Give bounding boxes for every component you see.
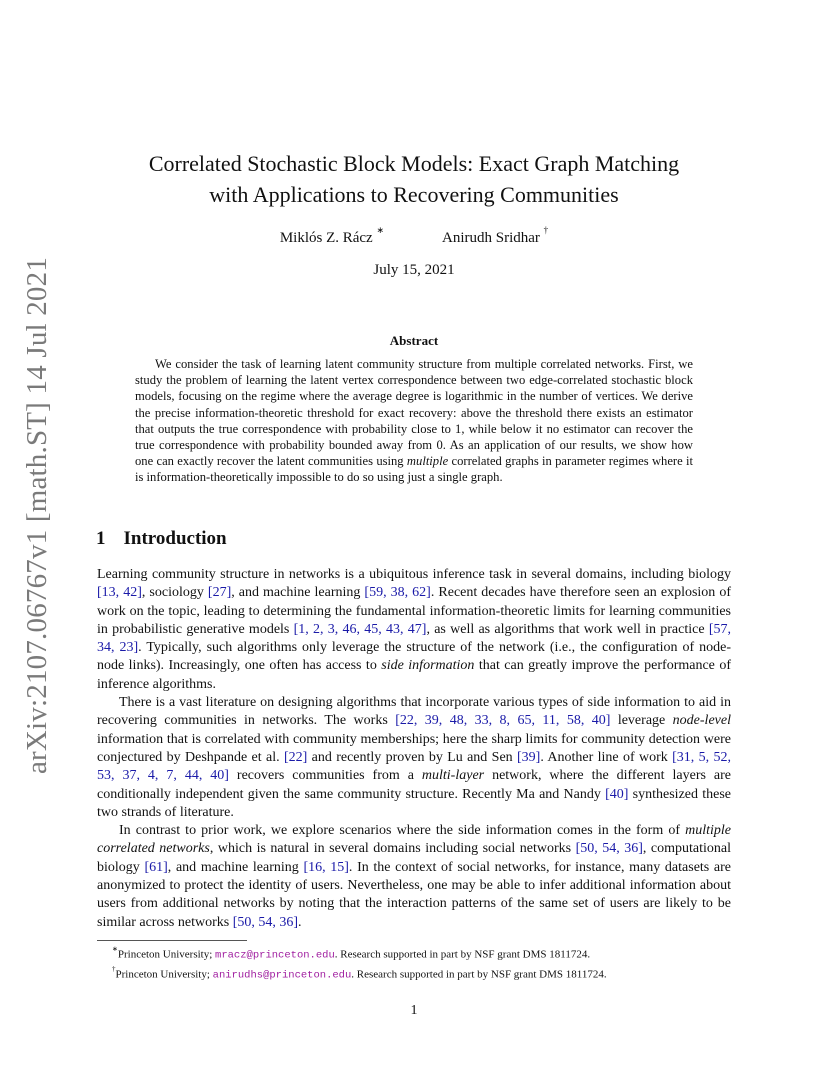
footnote-2 xyxy=(112,964,732,984)
author-1 xyxy=(279,225,385,247)
text-run: . Recent decades have therefore seen an explosion of work on the topic, leading to determining the fundamental information-theoretic limits for learning communities in probabilistic generative models xyxy=(97,585,732,637)
text-run: In contrast to prior work, we explore scenarios where the side information comes in the form of xyxy=(119,823,686,839)
footnote-1 xyxy=(112,944,732,964)
abstract-heading: Abstract xyxy=(389,333,439,348)
arxiv-stamp-text: arXiv:2107.06767v1 [math.ST] 14 Jul 2021 xyxy=(21,256,54,774)
author-list xyxy=(96,225,732,247)
citation-link[interactable]: [50, 54, 36] xyxy=(232,914,299,930)
author-2-mark: † xyxy=(543,225,549,235)
author-2-name: Anirudh Sridhar xyxy=(442,230,540,246)
footnote-1-affiliation: Princeton University; xyxy=(117,948,216,961)
emphasized-text: node-level xyxy=(672,713,731,729)
citation-link[interactable]: [1, 2, 3, 46, 45, 43, 47] xyxy=(293,621,427,637)
section-number: 1 xyxy=(96,528,106,549)
footnote-1-funding: . Research supported in part by NSF grant DMS 1811724. xyxy=(334,948,591,961)
text-run: , which is natural in several domains including social networks xyxy=(209,841,576,857)
citation-link[interactable]: [59, 38, 62] xyxy=(364,585,431,601)
text-run: , and machine learning xyxy=(167,859,304,875)
footnote-1-email-link[interactable]: mracz@princeton.edu xyxy=(215,949,335,962)
footnote-2-mark: † xyxy=(112,964,116,973)
author-1-mark: ∗ xyxy=(376,225,385,235)
emphasized-text: side information xyxy=(381,658,475,674)
paragraph xyxy=(97,694,731,822)
footnotes xyxy=(112,944,732,983)
text-run: Learning community structure in networks is a ubiquitous inference task in several domains, including biology xyxy=(97,567,731,582)
introduction-body xyxy=(97,566,731,932)
section-title: Introduction xyxy=(123,528,227,549)
text-run: , computational biology xyxy=(97,841,732,875)
text-run: that can greatly improve the performance of inference algorithms. xyxy=(97,658,731,692)
citation-link[interactable]: [31, 5, 52, 53, 37, 4, 7, 44, 40] xyxy=(97,749,731,784)
arxiv-stamp xyxy=(18,256,58,774)
text-run: recovers communities from a xyxy=(228,768,422,784)
text-run: and recently proven by Lu and Sen xyxy=(307,749,518,765)
author-1-name: Miklós Z. Rácz xyxy=(279,230,373,246)
title-line-1: Correlated Stochastic Block Models: Exact Graph Matching xyxy=(148,151,680,176)
text-run: , as well as algorithms that work well in practice xyxy=(426,621,709,637)
citation-link[interactable]: [39] xyxy=(517,749,541,765)
paper-date: July 15, 2021 xyxy=(373,262,455,278)
paragraph xyxy=(97,822,731,932)
citation-link[interactable]: [22] xyxy=(283,749,308,765)
text-run: There is a vast literature on designing algorithms that incorporate various types of side information to aid in recovering communities in networks. The works xyxy=(97,695,731,729)
abstract-emphasis: multiple xyxy=(406,454,449,469)
citation-link[interactable]: [57, 34, 23] xyxy=(97,621,731,656)
citation-link[interactable]: [22, 39, 48, 33, 8, 65, 11, 58, 40] xyxy=(395,713,611,729)
footnote-2-funding: . Research supported in part by NSF grant DMS 1811724. xyxy=(351,968,607,981)
abstract-text xyxy=(135,356,693,486)
abstract-text-end: correlated graphs in parameter regimes where it is information-theoretically impossible to do so using just a single graph. xyxy=(135,454,694,485)
title-line-2: with Applications to Recovering Communities xyxy=(209,182,619,207)
citation-link[interactable]: [13, 42] xyxy=(97,585,142,601)
text-run: . In the context of social networks, for instance, many datasets are anonymized to protect the identity of users. Nevertheless, one may be able to infer additional information about users from additional networks by noting that the interaction patterns of the same set of users are likely to be similar across networks xyxy=(97,859,731,930)
citation-link[interactable]: [27] xyxy=(207,585,232,601)
section-heading xyxy=(96,528,227,550)
emphasized-text: multiple correlated networks xyxy=(97,823,731,857)
footnote-2-email-link[interactable]: anirudhs@princeton.edu xyxy=(212,969,352,982)
text-run: , sociology xyxy=(141,585,208,601)
emphasized-text: multi-layer xyxy=(421,768,485,784)
footnote-2-affiliation: Princeton University; xyxy=(115,968,213,981)
citation-link[interactable]: [61] xyxy=(144,859,168,875)
citation-link[interactable]: [50, 54, 36] xyxy=(575,841,643,857)
paragraph xyxy=(97,566,731,694)
page-number: 1 xyxy=(410,1003,418,1018)
text-run: information that is correlated with community memberships; here the sharp limits for community detection were conjectured by Deshpande et al. xyxy=(97,731,731,765)
text-run: network, where the different layers are conditionally independent given the same community structure. Recently Ma and Nandy xyxy=(97,768,731,802)
text-run: . xyxy=(298,914,302,930)
paper-title xyxy=(96,148,732,210)
abstract-text-start: We consider the task of learning latent community structure from multiple correlated networks. First, we study the problem of learning the latent vertex correspondence between two edge-correlated stochastic block models, focusing on the regime where the average degree is logarithmic in the number of vertices. We derive the precise information-theoretic threshold for exact recovery: above the threshold there exists an estimator that outputs the true correspondence with probability close to 1, while below it no estimator can recover the true correspondence with probability bounded away from 0. As an application of our results, we show how one can exactly recover the latent communities using xyxy=(135,357,693,469)
text-run: . Typically, such algorithms only leverage the structure of the network (i.e., the configuration of node-node links). Increasingly, one often has access to xyxy=(97,640,732,674)
citation-link[interactable]: [16, 15] xyxy=(303,859,349,875)
text-run: synthesized these two strands of literature. xyxy=(97,786,731,820)
author-2 xyxy=(442,225,549,247)
footnote-divider xyxy=(97,940,247,941)
text-run: . Another line of work xyxy=(540,749,673,765)
text-run: , and machine learning xyxy=(231,585,365,601)
text-run: leverage xyxy=(610,713,673,729)
footnote-1-mark: ∗ xyxy=(112,945,118,953)
citation-link[interactable]: [40] xyxy=(605,786,629,802)
